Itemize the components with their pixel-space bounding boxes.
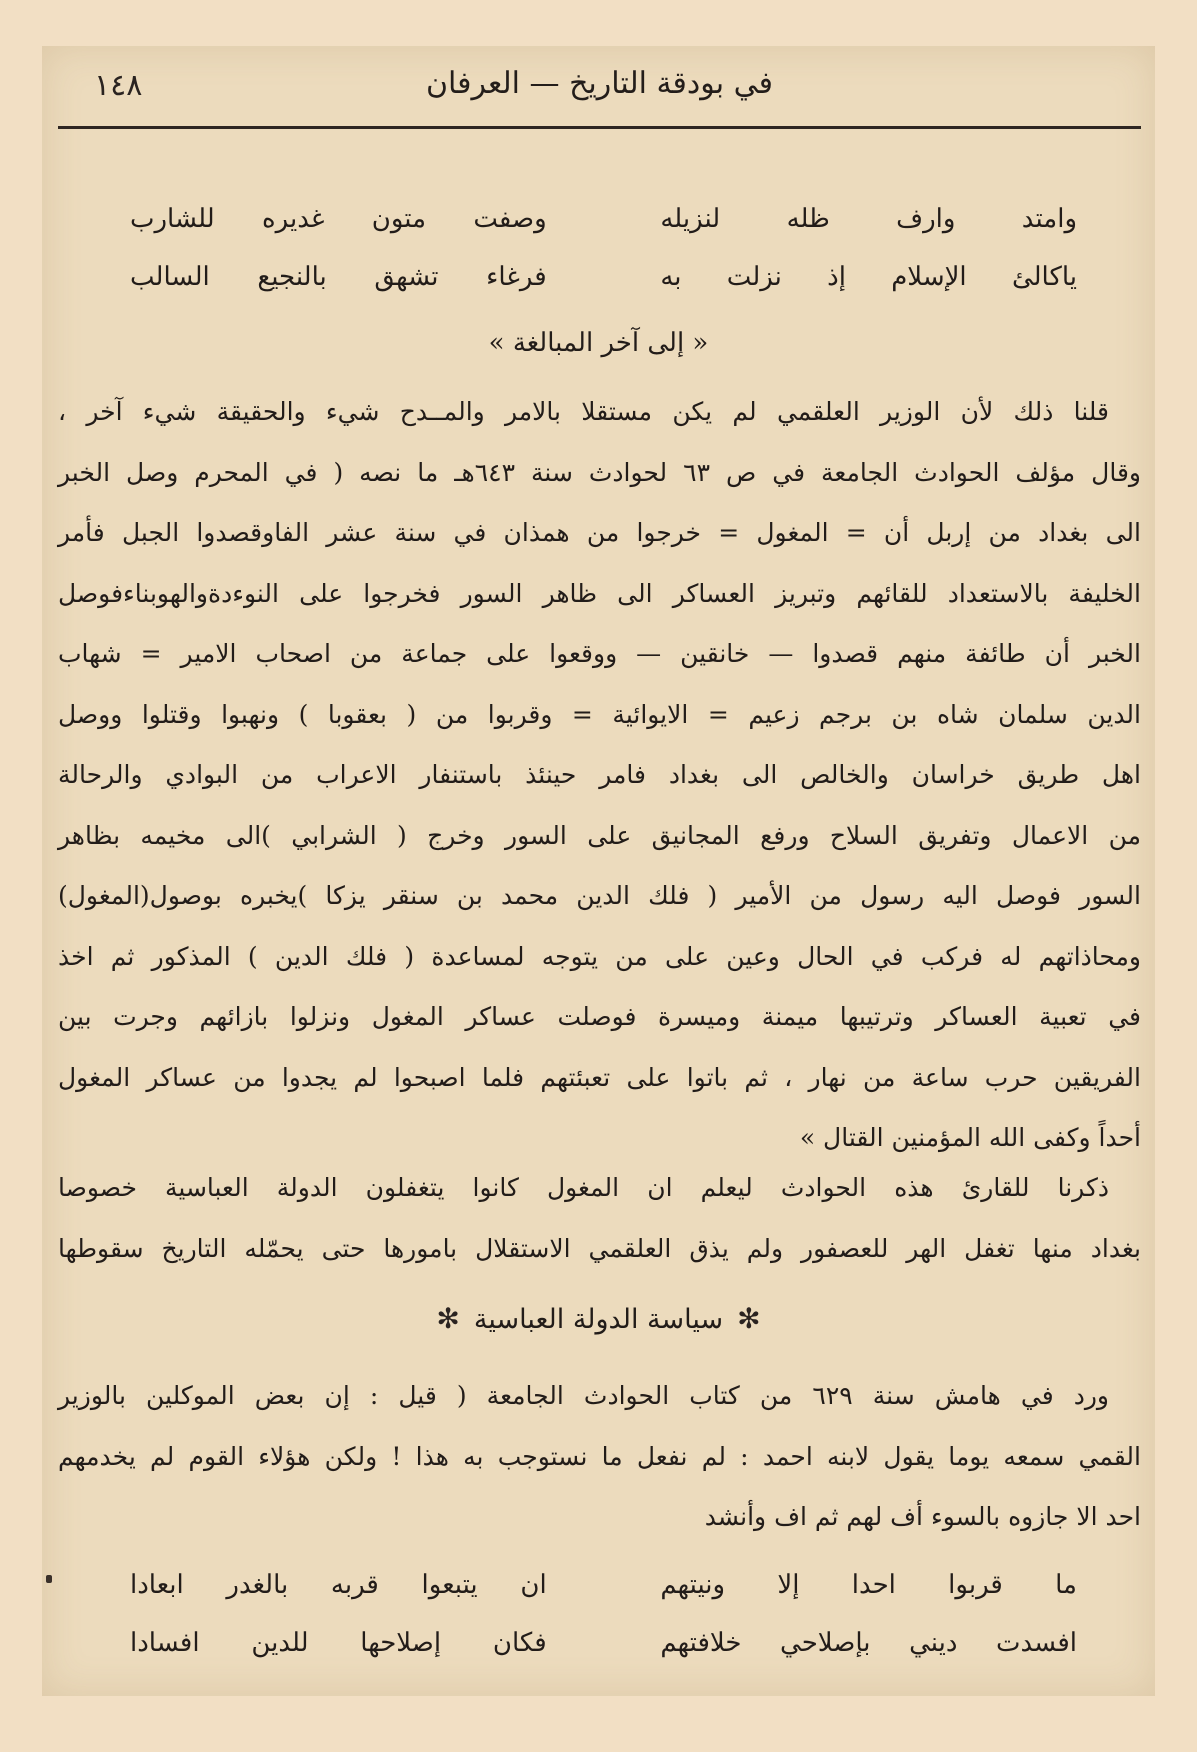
page-number: ١٤٨ xyxy=(94,68,143,103)
running-title: في بودقة التاريخ — العرفان xyxy=(425,66,773,101)
verse-first-hemistich: افسدت ديني بإصلاحي خلافتهم xyxy=(660,1628,1077,1658)
verse-first-hemistich: ياكالئ الإسلام إذ نزلت به xyxy=(660,262,1077,292)
poem-verse xyxy=(130,1614,1077,1672)
text-line: الخبر أن طائفة منهم قصدوا — خانقين — ووقعوا على جماعة من اصحاب الامير = شهاب xyxy=(58,639,1141,668)
text-line: من الاعمال وتفريق السلاح ورفع المجانيق على السور وخرج ( الشرابي )الى مخيمه بظاهر xyxy=(58,820,1141,850)
text-line: في تعبية العساكر وترتيبها ميمنة وميسرة فوصلت عساكر المغول ونزلوا بازائهم وجرت بين xyxy=(58,1002,1141,1031)
text-line: بغداد منها تغفل الهر للعصفور ولم يذق العلقمي الاستقلال بامورها حتى يحمّله التاريخ سقوطها xyxy=(58,1233,1141,1263)
verse-second-hemistich: فكان إصلاحها للدين افسادا xyxy=(130,1628,547,1658)
ornament-star-icon: ✻ xyxy=(737,1302,761,1335)
poem-top xyxy=(130,190,1077,306)
section-heading xyxy=(0,1302,1197,1335)
poem-verse xyxy=(130,1556,1077,1614)
verse-second-hemistich: ان يتبعوا قربه بالغدر ابعادا xyxy=(130,1570,547,1600)
text-line: ومحاذاتهم له فركب في الحال وعين على من يتوجه لمساعدة ( فلك الدين ) المذكور ثم اخذ xyxy=(58,941,1141,971)
text-line: الخليفة بالاستعداد للقائهم وتبريز العساكر الى ظاهر السور فخرجوا على النوءدةوالهوبناءفوصل xyxy=(58,578,1141,608)
text-line: وقال مؤلف الحوادث الجامعة في ص ٦٣ لحوادث سنة ٦٤٣هـ ما نصه ( في المحرم وصل الخبر xyxy=(58,457,1141,487)
text-line: قلنا ذلك لأن الوزير العلقمي لم يكن مستقلا بالامر والمــدح شيء والحقيقة شيء آخر ، xyxy=(58,397,1109,426)
poem-bottom xyxy=(130,1556,1077,1672)
verse-first-hemistich: ما قربوا احدا إلا ونيتهم xyxy=(660,1570,1077,1600)
paragraph-3 xyxy=(58,1366,1141,1548)
header-rule xyxy=(58,126,1141,129)
text-line: الفريقين حرب ساعة من نهار ، ثم باتوا على تعبئتهم فلما اصبحوا لم يجدوا من عساكر المغول xyxy=(58,1062,1141,1092)
text-line: القمي سمعه يوما يقول لابنه احمد : لم نفعل ما نستوجب به هذا ! ولكن هؤلاء القوم لم يخدمهم xyxy=(58,1441,1141,1471)
paragraph-1 xyxy=(58,382,1141,1169)
margin-mark xyxy=(46,1575,52,1583)
ellipsis-note: « إلى آخر المبالغة » xyxy=(488,328,709,358)
verse-second-hemistich: فرغاء تشهق بالنجيع السالب xyxy=(130,262,547,292)
text-line: الدين سلمان شاه بن برجم زعيم = الايوائية = وقربوا من ( بعقوبا ) ونهبوا وقتلوا ووصل xyxy=(58,699,1141,729)
paragraph-2 xyxy=(58,1158,1141,1279)
ornament-star-icon: ✻ xyxy=(436,1302,460,1335)
poem-verse xyxy=(130,248,1077,306)
text-line: اهل طريق خراسان والخالص الى بغداد فامر حينئذ باستنفار الاعراب من البوادي والرحالة xyxy=(58,760,1141,789)
verse-second-hemistich: وصفت متون غديره للشارب xyxy=(130,204,547,234)
text-line: الى بغداد من إربل أن = المغول = خرجوا من همذان في سنة عشر الفاوقصدوا الجبل فأمر xyxy=(58,518,1141,547)
verse-first-hemistich: وامتد وارف ظله لنزيله xyxy=(660,204,1077,234)
section-heading-text: سياسة الدولة العباسية xyxy=(473,1304,724,1335)
text-line: ورد في هامش سنة ٦٢٩ من كتاب الحوادث الجامعة ( قيل : إن بعض الموكلين بالوزير xyxy=(58,1381,1109,1410)
text-line: السور فوصل اليه رسول من الأمير ( فلك الدين محمد بن سنقر يزكا )يخبره بوصول(المغول) xyxy=(58,881,1141,910)
text-line: احد الا جازوه بالسوء أف لهم ثم اف وأنشد xyxy=(704,1502,1141,1531)
text-line: ذكرنا للقارئ هذه الحوادث ليعلم ان المغول كانوا يتغفلون الدولة العباسية خصوصا xyxy=(58,1173,1109,1202)
text-line: أحداً وكفى الله المؤمنين القتال » xyxy=(799,1123,1141,1152)
page-header xyxy=(58,62,1141,122)
poem-verse xyxy=(130,190,1077,248)
